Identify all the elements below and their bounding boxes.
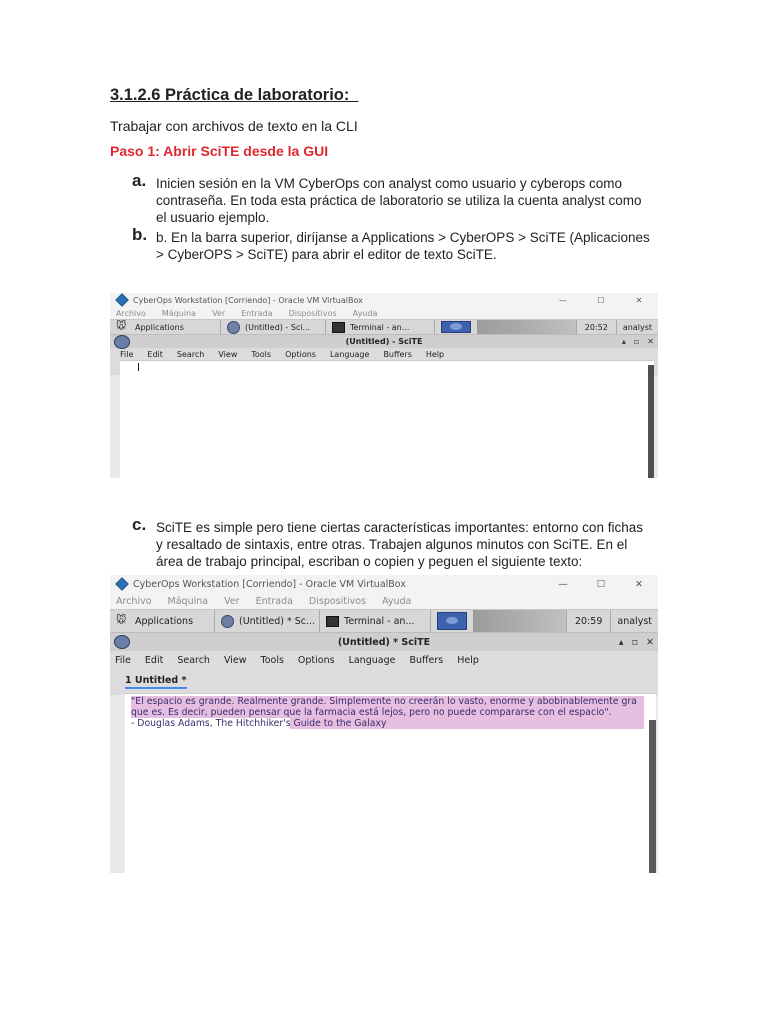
- item-b-text: b. En la barra superior, diríjanse a Applications > CyberOPS > SciTE (Aplicaciones > CyberOPS > SciTE) para abrir el editor de texto SciTE.: [156, 230, 650, 262]
- scite-menu-language[interactable]: Language: [329, 350, 370, 359]
- menu-maquina[interactable]: Máquina: [167, 595, 209, 607]
- menu-maquina[interactable]: Máquina: [161, 308, 197, 318]
- panel-clock: 20:52: [576, 320, 617, 334]
- taskbar-terminal[interactable]: [326, 320, 435, 334]
- item-a-letter: a.: [132, 171, 147, 190]
- panel-clock: 20:59: [566, 610, 611, 632]
- xfce-panel: [110, 609, 658, 633]
- scite-menu-options[interactable]: Options: [285, 350, 316, 359]
- item-a-text: Inicien sesión en la VM CyberOps con analyst como usuario y cyberops como contraseña. En toda esta práctica de laboratorio se utiliza la cuenta analyst como el usuario ejemplo.: [156, 176, 642, 225]
- workspace-switcher[interactable]: [437, 612, 467, 629]
- maximize-button[interactable]: ☐: [597, 295, 605, 305]
- scite-menu-tools[interactable]: Tools: [260, 654, 284, 666]
- scite-tabbar: [110, 669, 658, 695]
- menu-ver[interactable]: Ver: [224, 595, 240, 607]
- virtualbox-menu: [110, 593, 658, 609]
- scite-titlebar: [110, 633, 658, 651]
- applications-label: Applications: [135, 615, 194, 627]
- scite-close-icon[interactable]: ✕: [647, 337, 654, 346]
- item-b: [132, 225, 652, 263]
- scite-menu-search[interactable]: Search: [176, 350, 205, 359]
- taskbar-scite-label: (Untitled) - Sci...: [245, 322, 311, 332]
- taskbar-scite[interactable]: [215, 610, 320, 632]
- taskbar-terminal-label: Terminal - an...: [350, 322, 410, 332]
- applications-menu-button[interactable]: [110, 320, 221, 334]
- minimize-button[interactable]: —: [559, 295, 567, 305]
- scite-icon: [227, 321, 240, 334]
- scite-menu-options[interactable]: Options: [297, 654, 335, 666]
- virtualbox-logo-icon: [115, 577, 129, 591]
- panel-spacer: [473, 610, 566, 632]
- panel-user[interactable]: analyst: [622, 322, 652, 332]
- scite-minimize-icon[interactable]: ▴: [621, 337, 626, 346]
- workspace-icon: [450, 323, 462, 330]
- taskbar-terminal[interactable]: [320, 610, 431, 632]
- taskbar-scite-label: (Untitled) * Sc...: [239, 615, 316, 627]
- mouse-logo-icon: 🐭: [116, 615, 127, 626]
- virtualbox-menu: [110, 307, 658, 319]
- scite-menubar: [110, 651, 658, 669]
- item-c-text: SciTE es simple pero tiene ciertas características importantes: entorno con fichas y resaltado de sintaxis, entre otras. Trabajen algunos minutos con SciTE. En el área de trabajo principal, escriban o copien y peguen el siguiente texto:: [156, 520, 643, 569]
- screenshot-scite-with-text: [110, 575, 658, 873]
- scite-maximize-icon[interactable]: ▫: [631, 636, 639, 648]
- scite-menu-view[interactable]: View: [223, 654, 247, 666]
- lab-subtitle: Trabajar con archivos de texto en la CLI: [110, 118, 358, 134]
- scite-menu-search[interactable]: Search: [177, 654, 210, 666]
- menu-dispositivos[interactable]: Dispositivos: [308, 595, 367, 607]
- menu-entrada[interactable]: Entrada: [255, 595, 293, 607]
- menu-entrada[interactable]: Entrada: [241, 308, 273, 318]
- scite-menu-language[interactable]: Language: [348, 654, 396, 666]
- editor-line-1: "El espacio es grande. Realmente grande. Simplemente no creerán lo vasto, enorme y abobinablemente gra: [131, 696, 637, 707]
- scite-menu-buffers[interactable]: Buffers: [409, 654, 444, 666]
- scite-maximize-icon[interactable]: ▫: [633, 337, 640, 346]
- menu-ver[interactable]: Ver: [212, 308, 226, 318]
- item-c: [132, 515, 652, 570]
- scite-editor[interactable]: [120, 360, 654, 478]
- minimize-button[interactable]: —: [558, 578, 568, 590]
- scite-menu-edit[interactable]: Edit: [147, 350, 163, 359]
- scite-menu-file[interactable]: File: [120, 350, 134, 359]
- menu-archivo[interactable]: Archivo: [116, 308, 146, 318]
- virtualbox-titlebar: [110, 293, 658, 307]
- scite-menu-help[interactable]: Help: [457, 654, 479, 666]
- scite-minimize-icon[interactable]: ▴: [618, 636, 624, 648]
- menu-ayuda[interactable]: Ayuda: [352, 308, 378, 318]
- lab-heading: 3.1.2.6 Práctica de laboratorio:: [110, 86, 359, 104]
- panel-spacer: [477, 320, 576, 334]
- virtualbox-title: CyberOps Workstation [Corriendo] - Oracle VM VirtualBox: [133, 295, 363, 305]
- close-button[interactable]: ✕: [635, 295, 643, 305]
- screenshot-scite-empty: [110, 293, 658, 478]
- workspace-switcher[interactable]: [441, 321, 471, 333]
- vertical-scrollbar[interactable]: [648, 365, 654, 478]
- close-button[interactable]: ✕: [635, 578, 643, 590]
- menu-dispositivos[interactable]: Dispositivos: [288, 308, 337, 318]
- scite-title: (Untitled) * SciTE: [337, 636, 431, 648]
- xfce-panel: [110, 319, 658, 335]
- scite-menu-edit[interactable]: Edit: [144, 654, 164, 666]
- applications-menu-button[interactable]: [110, 610, 215, 632]
- window-controls: [544, 296, 658, 305]
- scite-editor[interactable]: [125, 693, 656, 873]
- scite-menu-tools[interactable]: Tools: [251, 350, 272, 359]
- terminal-icon: [332, 322, 345, 333]
- tab-untitled[interactable]: 1 Untitled *: [125, 675, 187, 686]
- scite-icon: [221, 615, 234, 628]
- terminal-icon: [326, 616, 339, 627]
- mouse-logo-icon: 🐭: [116, 321, 127, 332]
- taskbar-terminal-label: Terminal - an...: [344, 615, 415, 627]
- virtualbox-titlebar: [110, 575, 658, 593]
- window-controls: [544, 579, 658, 590]
- step-1-title: Paso 1: Abrir SciTE desde la GUI: [110, 143, 329, 159]
- vertical-scrollbar[interactable]: [649, 720, 656, 873]
- scite-title: (Untitled) - SciTE: [345, 337, 423, 346]
- scite-menu-buffers[interactable]: Buffers: [383, 350, 412, 359]
- editor-line-2: que es. Es decir, pueden pensar que la farmacia está lejos, pero no puede compararse con el espacio".: [131, 707, 612, 718]
- taskbar-scite[interactable]: [221, 320, 326, 334]
- scite-menu-help[interactable]: Help: [425, 350, 445, 359]
- text-caret: [138, 363, 139, 371]
- scite-menu-view[interactable]: View: [218, 350, 238, 359]
- workspace-icon: [446, 617, 458, 624]
- scite-titlebar: [110, 335, 658, 348]
- menu-ayuda[interactable]: Ayuda: [382, 595, 412, 607]
- item-c-letter: c.: [132, 515, 147, 534]
- maximize-button[interactable]: ☐: [596, 578, 606, 590]
- virtualbox-title: CyberOps Workstation [Corriendo] - Oracle VM VirtualBox: [133, 578, 406, 590]
- editor-line-3: - Douglas Adams, The Hitchhiker's Guide to the Galaxy: [131, 718, 387, 729]
- scite-close-icon[interactable]: ✕: [646, 636, 654, 648]
- item-b-letter: b.: [132, 225, 148, 244]
- virtualbox-logo-icon: [115, 293, 129, 307]
- scite-menu-file[interactable]: File: [115, 654, 131, 666]
- applications-label: Applications: [135, 322, 184, 332]
- item-a: [132, 171, 652, 226]
- menu-archivo[interactable]: Archivo: [116, 595, 152, 607]
- panel-user[interactable]: analyst: [617, 615, 652, 627]
